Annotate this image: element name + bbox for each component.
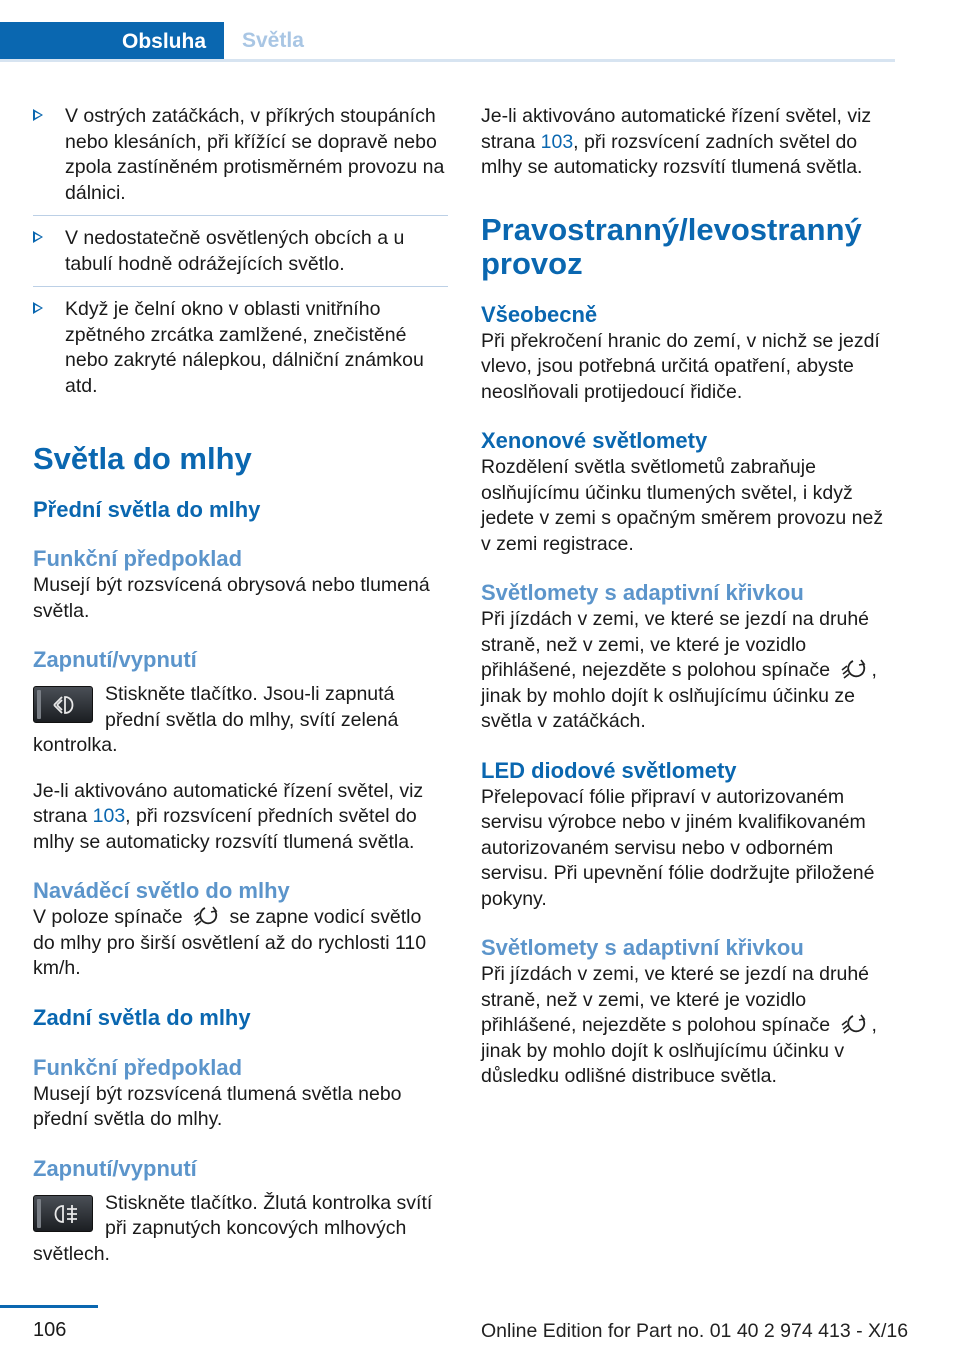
section-title-traffic-side: Pravostranný/levostranný provoz bbox=[481, 211, 862, 281]
heading-front-requirement: Funkční předpoklad bbox=[33, 546, 243, 571]
page-link[interactable]: 103 bbox=[92, 805, 126, 827]
footer-divider bbox=[0, 1305, 98, 1308]
rear-auto-text: Je-li aktivováno automatické řízení světel, viz strana 103, při rozsvícení zadních světel do mlhy se automaticky rozsvítí tlumená světla. bbox=[481, 105, 872, 178]
front-auto-text: Je-li aktivováno automatické řízení světel, viz strana 103, při rozsvícení předních světel do mlhy se automaticky rozsvítí tlumená světla. bbox=[33, 779, 424, 853]
heading-rear-onoff: Zapnutí/vypnutí bbox=[33, 1155, 197, 1181]
bullet-triangle-icon bbox=[33, 109, 43, 121]
header-bar bbox=[0, 0, 895, 62]
rear-onoff-block bbox=[33, 1191, 448, 1268]
heading-front-fog: Přední světla do mlhy bbox=[33, 497, 261, 522]
front-fog-button bbox=[33, 686, 93, 723]
xenon-text: Rozdělení světla světlometů zabraňuje oslňujícímu účinku tlumených světel, i když jedete v zemi s opačným směrem provozu než v zemi registrace. bbox=[481, 456, 884, 555]
bullet-triangle-icon bbox=[33, 231, 43, 243]
heading-led: LED diodové světlomety bbox=[481, 757, 737, 783]
auto-light-switch-icon bbox=[840, 1013, 868, 1035]
auto-light-switch-icon bbox=[192, 905, 220, 927]
list-item: V ostrých zatáčkách, v příkrých stoupáních nebo klesáních, při křížící se dopravě nebo zpola zastíněném protisměrném provozu na dálnici. bbox=[33, 104, 448, 216]
section-title-fog-lights: Světla do mlhy bbox=[33, 441, 252, 476]
condition-list bbox=[33, 104, 448, 408]
right-column bbox=[481, 104, 896, 1090]
list-item: Když je čelní okno v oblasti vnitřního zpětného zrcátka zamlžené, znečistěné nebo zakryté nálepkou, dálniční známkou atd. bbox=[33, 297, 448, 408]
adaptive-2-text: Při jízdách v zemi, ve které se jezdí na druhé straně, než v zemi, ve které je vozidlo přihlášené, nejezděte s polohou spínače , jinak by mohlo dojít k oslňujícímu účinku v důsledku odlišné distribuce světla. bbox=[481, 963, 877, 1087]
front-fog-light-icon bbox=[50, 693, 80, 717]
tab-svetla[interactable]: Světla bbox=[242, 29, 304, 52]
heading-front-onoff: Zapnutí/vypnutí bbox=[33, 647, 197, 672]
edition-note: Online Edition for Part no. 01 40 2 974 413 - X/16 bbox=[481, 1320, 909, 1342]
page-number: 106 bbox=[33, 1319, 67, 1341]
led-text: Přelepovací fólie připraví v autorizovaném servisu výrobce nebo v jiném kvalifikovaném autorizovaném servisu nebo v odborném servisu. Při upevnění fólie dodržujte přiložené pokyny. bbox=[481, 785, 875, 910]
bullet-triangle-icon bbox=[33, 302, 43, 314]
guide-light-text: V poloze spínače se zapne vodicí světlo do mlhy pro širší osvětlení až do rychlosti 110 km/h. bbox=[33, 906, 427, 979]
heading-guide-light: Naváděcí světlo do mlhy bbox=[33, 878, 290, 903]
general-text: Při překročení hranic do zemí, v nichž se jezdí vlevo, jsou potřebná určitá opatření, abyste neoslňovali protijedoucí řidiče. bbox=[481, 329, 880, 403]
page-link[interactable]: 103 bbox=[540, 130, 574, 153]
heading-adaptive-1: Světlomety s adaptivní křivkou bbox=[481, 580, 804, 605]
heading-general: Všeobecně bbox=[481, 301, 598, 327]
auto-light-switch-icon bbox=[840, 658, 868, 680]
rear-fog-light-icon bbox=[50, 1202, 82, 1226]
heading-adaptive-2: Světlomety s adaptivní křivkou bbox=[481, 935, 804, 960]
heading-xenon: Xenonové světlomety bbox=[481, 428, 708, 453]
header-divider bbox=[0, 59, 895, 62]
tab-obsluha[interactable]: Obsluha bbox=[0, 22, 224, 62]
adaptive-1-text: Při jízdách v zemi, ve které se jezdí na druhé straně, než v zemi, ve které je vozidlo přihlášené, nejezděte s polohou spínače , jinak by mohlo dojít k oslňujícímu účinku ze světla v zatáčkách. bbox=[481, 608, 877, 732]
front-onoff-block bbox=[33, 682, 448, 759]
rear-fog-button bbox=[33, 1195, 93, 1232]
front-onoff-text: Stiskněte tlačítko. Jsou-li zapnutá přední světla do mlhy, svítí zelená kontrolka. bbox=[33, 683, 399, 756]
rear-requirement-text: Musejí být rozsvícená tlumená světla nebo přední světla do mlhy. bbox=[33, 1082, 402, 1130]
rear-onoff-text: Stiskněte tlačítko. Žlutá kontrolka svítí při zapnutých koncových mlhových světlech. bbox=[33, 1191, 433, 1265]
front-requirement-text: Musejí být rozsvícená obrysová nebo tlumená světla. bbox=[33, 574, 430, 622]
heading-rear-requirement: Funkční předpoklad bbox=[33, 1054, 243, 1080]
list-item: V nedostatečně osvětlených obcích a u tabulí hodně odrážejících světlo. bbox=[33, 226, 448, 287]
left-column bbox=[33, 104, 448, 1267]
heading-rear-fog: Zadní světla do mlhy bbox=[33, 1004, 251, 1030]
